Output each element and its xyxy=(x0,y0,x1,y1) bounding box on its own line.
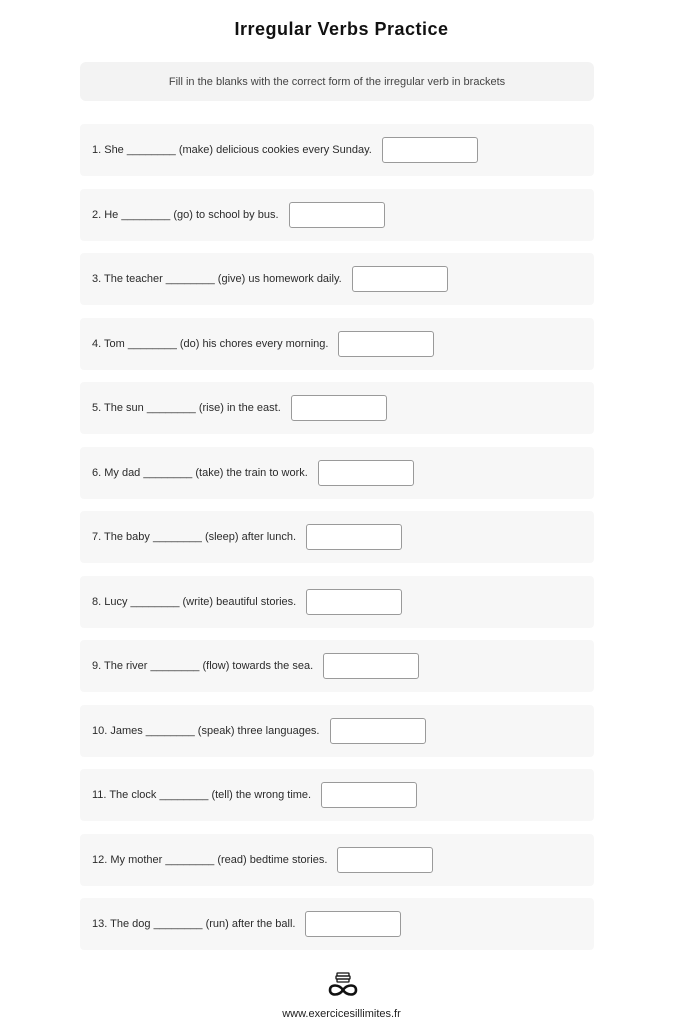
question-text: 13. The dog ________ (run) after the ball. xyxy=(92,918,296,930)
question-text: 11. The clock ________ (tell) the wrong time. xyxy=(92,789,312,801)
question-row xyxy=(80,447,594,499)
question-text: 3. The teacher ________ (give) us homework daily. xyxy=(92,273,342,285)
answer-input[interactable] xyxy=(321,782,417,808)
question-row xyxy=(80,511,594,563)
instructions-banner xyxy=(80,62,594,101)
answer-input[interactable] xyxy=(382,137,478,163)
question-row xyxy=(80,769,594,821)
question-text: 4. Tom ________ (do) his chores every morning. xyxy=(92,337,329,350)
answer-input[interactable] xyxy=(338,331,434,357)
answer-input[interactable] xyxy=(323,653,419,679)
footer-url[interactable]: www.exercicesillimites.fr xyxy=(282,1008,401,1020)
question-row xyxy=(80,318,594,370)
question-text: 5. The sun ________ (rise) in the east. xyxy=(92,402,281,414)
question-row xyxy=(80,124,594,176)
question-list xyxy=(80,124,594,963)
question-row xyxy=(80,898,594,950)
answer-input[interactable] xyxy=(289,202,385,228)
question-text: 1. She ________ (make) delicious cookies every Sunday. xyxy=(92,144,372,156)
question-text: 2. He ________ (go) to school by bus. xyxy=(92,208,279,221)
answer-input[interactable] xyxy=(291,395,387,421)
answer-input[interactable] xyxy=(306,524,402,550)
question-text: 10. James ________ (speak) three languages. xyxy=(92,724,320,737)
answer-input[interactable] xyxy=(306,589,402,615)
question-row xyxy=(80,640,594,692)
question-text: 6. My dad ________ (take) the train to work. xyxy=(92,466,308,479)
question-text: 8. Lucy ________ (write) beautiful stories. xyxy=(92,595,297,608)
page-title: Irregular Verbs Practice xyxy=(234,19,449,39)
question-row xyxy=(80,705,594,757)
answer-input[interactable] xyxy=(305,911,401,937)
answer-input[interactable] xyxy=(318,460,414,486)
question-text: 7. The baby ________ (sleep) after lunch. xyxy=(92,531,297,543)
answer-input[interactable] xyxy=(330,718,426,744)
answer-input[interactable] xyxy=(352,266,448,292)
answer-input[interactable] xyxy=(337,847,433,873)
infinity-book-icon xyxy=(326,972,360,998)
question-row xyxy=(80,189,594,241)
question-text: 9. The river ________ (flow) towards the sea. xyxy=(92,660,314,672)
question-text: 12. My mother ________ (read) bedtime stories. xyxy=(92,853,328,866)
instructions-text: Fill in the blanks with the correct form of the irregular verb in brackets xyxy=(168,75,506,88)
question-row xyxy=(80,834,594,886)
question-row xyxy=(80,382,594,434)
question-row xyxy=(80,576,594,628)
question-row xyxy=(80,253,594,305)
